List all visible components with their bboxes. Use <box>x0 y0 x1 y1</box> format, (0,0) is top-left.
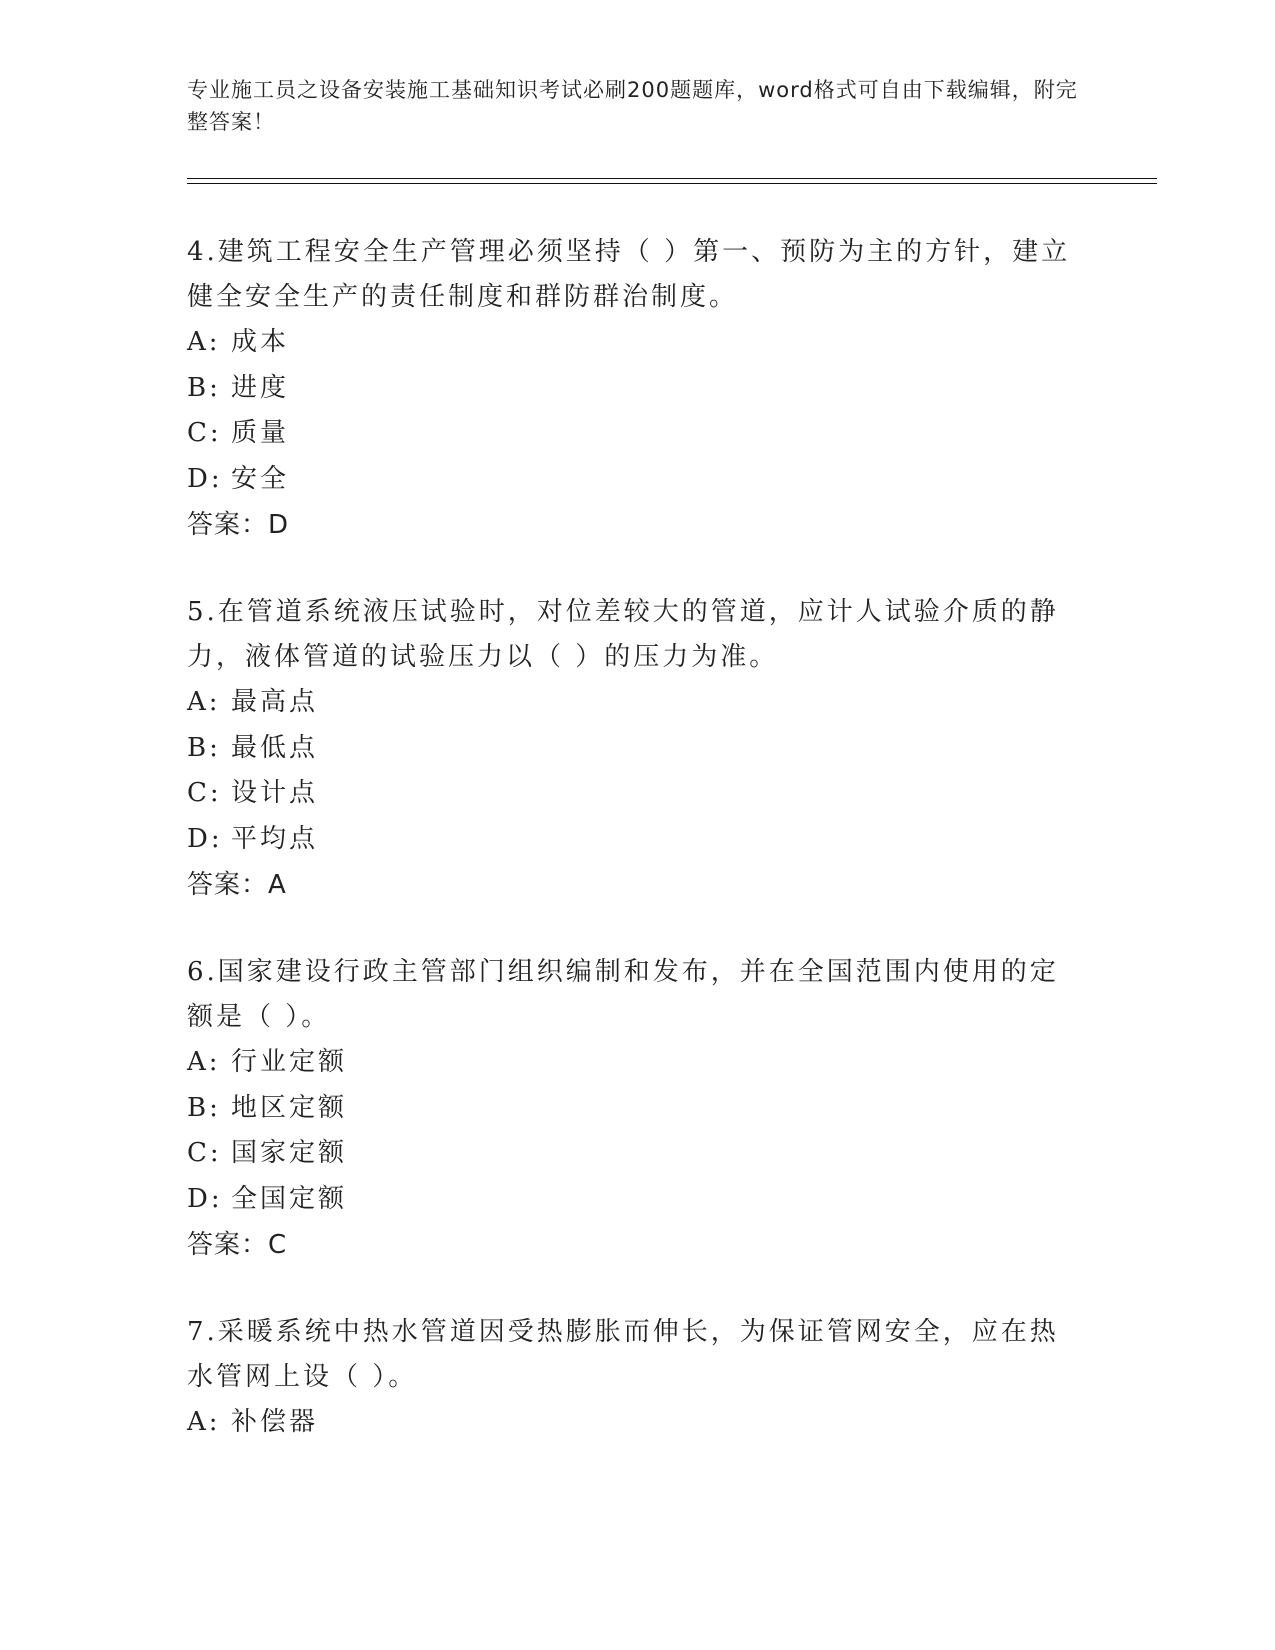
option-text: 最低点 <box>231 732 319 763</box>
option-key: C: <box>187 418 222 448</box>
option-a <box>187 320 1087 366</box>
question-7 <box>187 1310 1087 1446</box>
answer-line: 答案：D <box>187 510 290 540</box>
option-c <box>187 411 1087 457</box>
option-key: C: <box>187 1138 222 1168</box>
option-text: 最高点 <box>231 687 319 717</box>
header-title: 专业施工员之设备安装施工基础知识考试必刷200题题库，word格式可自由下载编辑，附完整答案！ <box>187 78 1078 134</box>
option-c <box>187 771 1087 817</box>
option-text: 成本 <box>231 327 290 357</box>
header-divider-bottom <box>187 183 1157 184</box>
option-key: D: <box>187 1183 223 1214</box>
option-text: 质量 <box>231 418 290 448</box>
question-text: 7.采暖系统中热水管道因受热膨胀而伸长，为保证管网安全，应在热水管网上设（ ）。 <box>187 1317 1059 1392</box>
question-text: 6.国家建设行政主管部门组织编制和发布，并在全国范围内使用的定额是（ ）。 <box>187 957 1059 1032</box>
option-b <box>187 366 1087 412</box>
option-text: 安全 <box>231 463 290 494</box>
option-a <box>187 680 1087 726</box>
option-text: 进度 <box>231 372 290 403</box>
question-text: 4.建筑工程安全生产管理必须坚持（ ）第一、预防为主的方针，建立健全安全生产的责任制度和群防群治制度。 <box>187 237 1071 312</box>
question-5 <box>187 590 1087 908</box>
option-key: B: <box>187 1092 221 1123</box>
option-text: 国家定额 <box>231 1138 348 1168</box>
header-divider-top <box>187 178 1157 179</box>
option-text: 行业定额 <box>231 1047 348 1077</box>
option-text: 全国定额 <box>231 1183 348 1214</box>
option-key: D: <box>187 463 223 494</box>
option-a <box>187 1400 1087 1446</box>
option-key: D: <box>187 823 223 854</box>
option-a <box>187 1040 1087 1086</box>
question-6 <box>187 950 1087 1268</box>
option-key: A: <box>187 687 221 717</box>
option-key: A: <box>187 1407 221 1437</box>
question-text: 5.在管道系统液压试验时，对位差较大的管道，应计人试验介质的静力，液体管道的试验压力以（ ）的压力为准。 <box>187 597 1059 672</box>
option-d <box>187 817 1087 863</box>
question-4 <box>187 230 1087 548</box>
option-key: C: <box>187 778 222 808</box>
option-text: 地区定额 <box>231 1092 348 1123</box>
option-key: A: <box>187 1047 221 1077</box>
option-text: 平均点 <box>231 823 319 854</box>
option-b <box>187 1086 1087 1132</box>
option-d <box>187 1177 1087 1223</box>
option-b <box>187 726 1087 772</box>
option-text: 补偿器 <box>231 1407 319 1437</box>
option-c <box>187 1131 1087 1177</box>
document-header <box>187 74 1087 138</box>
option-key: B: <box>187 732 221 763</box>
answer-line: 答案：A <box>187 870 287 900</box>
option-d <box>187 457 1087 503</box>
option-text: 设计点 <box>231 778 319 808</box>
option-key: B: <box>187 372 221 403</box>
option-key: A: <box>187 327 221 357</box>
answer-line: 答案：C <box>187 1230 288 1260</box>
question-list <box>187 230 1087 1488</box>
